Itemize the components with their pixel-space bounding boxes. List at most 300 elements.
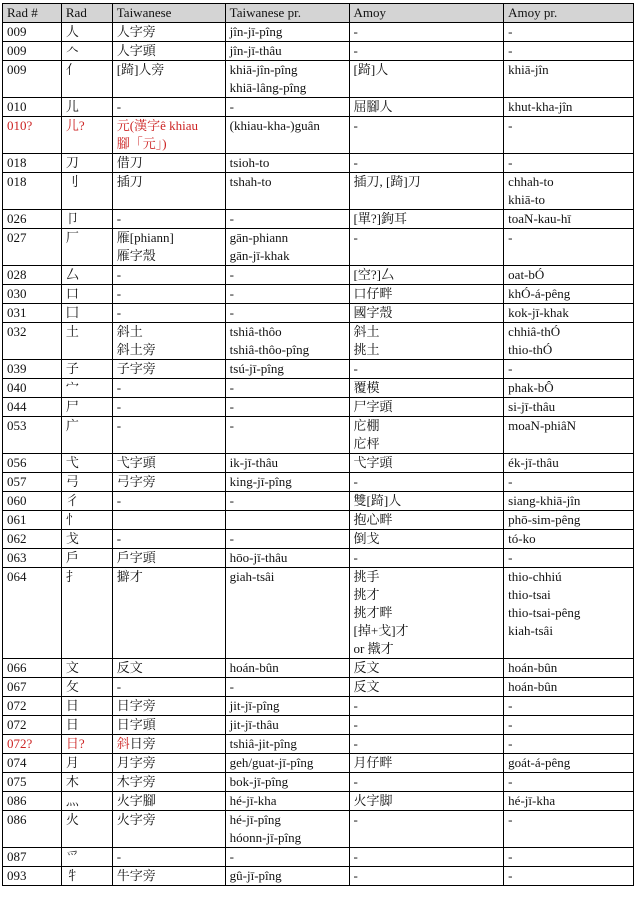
cell-line: - bbox=[508, 24, 513, 39]
cell-line: 反文 bbox=[353, 679, 380, 694]
cell-amoy-pronunciation bbox=[504, 454, 634, 473]
cell-line: 挑才畔 bbox=[353, 605, 393, 620]
cell-taiwanese-pronunciation bbox=[225, 792, 349, 811]
table-row bbox=[3, 792, 634, 811]
cell-amoy bbox=[349, 42, 504, 61]
cell-line: - bbox=[229, 849, 234, 864]
uncertain-text: 斜 bbox=[116, 736, 130, 751]
cell-line: - bbox=[353, 361, 358, 376]
cell-line: 戶字頭 bbox=[116, 550, 156, 565]
cell-amoy-pronunciation bbox=[504, 716, 634, 735]
cell-amoy-pronunciation bbox=[504, 492, 634, 511]
cell-amoy-pronunciation bbox=[504, 792, 634, 811]
cell-radical: 尸 bbox=[61, 398, 112, 417]
cell-line: chhiâ-thÓ bbox=[508, 324, 561, 339]
cell-taiwanese bbox=[112, 697, 225, 716]
table-row bbox=[3, 867, 634, 886]
header-taiwanese-pronunciation: Taiwanese pr. bbox=[225, 4, 349, 23]
cell-taiwanese-pronunciation bbox=[225, 229, 349, 266]
cell-line: 抱心畔 bbox=[353, 512, 393, 527]
cell-amoy bbox=[349, 549, 504, 568]
cell-line: 人字旁 bbox=[116, 24, 156, 39]
cell-radical: 牜 bbox=[61, 867, 112, 886]
cell-line: - bbox=[353, 155, 358, 170]
header-rad-number: Rad # bbox=[3, 4, 62, 23]
cell-radical: 厶 bbox=[61, 266, 112, 285]
cell-rad-number: 028 bbox=[3, 266, 62, 285]
cell-line: - bbox=[116, 305, 122, 320]
cell-rad-number: 093 bbox=[3, 867, 62, 886]
cell-amoy bbox=[349, 117, 504, 154]
cell-amoy bbox=[349, 678, 504, 697]
cell-line: 火字腳 bbox=[116, 793, 156, 808]
cell-amoy-pronunciation bbox=[504, 867, 634, 886]
cell-amoy-pronunciation bbox=[504, 530, 634, 549]
cell-rad-number: 031 bbox=[3, 304, 62, 323]
cell-amoy bbox=[349, 530, 504, 549]
cell-amoy bbox=[349, 398, 504, 417]
cell-taiwanese bbox=[112, 773, 225, 792]
table-row bbox=[3, 848, 634, 867]
cell-rad-number: 027 bbox=[3, 229, 62, 266]
table-row bbox=[3, 117, 634, 154]
cell-line: tsú-jī-pîng bbox=[229, 361, 284, 376]
cell-line: khiā-to bbox=[508, 192, 545, 207]
cell-line: 挑土 bbox=[353, 342, 380, 357]
header-taiwanese: Taiwanese bbox=[112, 4, 225, 23]
cell-taiwanese-pronunciation bbox=[225, 117, 349, 154]
cell-line: - bbox=[116, 399, 122, 414]
cell-radical: 弋 bbox=[61, 454, 112, 473]
cell-line: 弋字頭 bbox=[116, 455, 156, 470]
table-row bbox=[3, 285, 634, 304]
cell-amoy bbox=[349, 792, 504, 811]
cell-amoy bbox=[349, 773, 504, 792]
cell-radical: 爫 bbox=[61, 848, 112, 867]
cell-radical: 儿? bbox=[61, 117, 112, 154]
cell-taiwanese-pronunciation bbox=[225, 697, 349, 716]
cell-line: 日字頭 bbox=[116, 717, 156, 732]
cell-line: - bbox=[229, 99, 234, 114]
cell-line: - bbox=[229, 380, 234, 395]
cell-amoy-pronunciation bbox=[504, 379, 634, 398]
cell-amoy bbox=[349, 473, 504, 492]
cell-taiwanese-pronunciation bbox=[225, 454, 349, 473]
cell-line: ik-jī-thâu bbox=[229, 455, 279, 470]
cell-line: chhah-to bbox=[508, 174, 554, 189]
cell-line: - bbox=[229, 531, 234, 546]
cell-line: [踦]人旁 bbox=[116, 62, 165, 77]
cell-amoy-pronunciation bbox=[504, 417, 634, 454]
cell-rad-number: 018 bbox=[3, 173, 62, 210]
cell-line: kiah-tsâi bbox=[508, 623, 553, 638]
cell-line: goát-á-pêng bbox=[508, 755, 571, 770]
cell-line: phō-sim-pêng bbox=[508, 512, 581, 527]
cell-taiwanese bbox=[112, 154, 225, 173]
cell-amoy-pronunciation bbox=[504, 285, 634, 304]
cell-line: tshiâ-thôo bbox=[229, 324, 282, 339]
cell-line: 牛字旁 bbox=[116, 868, 156, 883]
cell-radical: 刂 bbox=[61, 173, 112, 210]
cell-radical: 火 bbox=[61, 811, 112, 848]
table-row bbox=[3, 473, 634, 492]
cell-line: khiā-jîn bbox=[508, 62, 549, 77]
cell-taiwanese bbox=[112, 23, 225, 42]
cell-amoy bbox=[349, 735, 504, 754]
cell-line: jîn-jī-thâu bbox=[229, 43, 282, 58]
table-row bbox=[3, 304, 634, 323]
cell-line: - bbox=[229, 286, 234, 301]
cell-line: - bbox=[508, 230, 513, 245]
cell-radical: 攵 bbox=[61, 678, 112, 697]
cell-rad-number: 087 bbox=[3, 848, 62, 867]
cell-amoy-pronunciation bbox=[504, 848, 634, 867]
cell-rad-number: 032 bbox=[3, 323, 62, 360]
cell-radical: 卩 bbox=[61, 210, 112, 229]
cell-amoy bbox=[349, 23, 504, 42]
cell-amoy bbox=[349, 568, 504, 659]
cell-taiwanese bbox=[112, 285, 225, 304]
cell-amoy bbox=[349, 304, 504, 323]
cell-line: 挑手 bbox=[353, 569, 380, 584]
cell-line: - bbox=[353, 717, 358, 732]
cell-amoy bbox=[349, 154, 504, 173]
cell-amoy bbox=[349, 659, 504, 678]
cell-amoy bbox=[349, 811, 504, 848]
cell-line: geh/guat-jī-pîng bbox=[229, 755, 314, 770]
cell-line: 擗才 bbox=[116, 569, 143, 584]
table-row bbox=[3, 210, 634, 229]
cell-rad-number: 018 bbox=[3, 154, 62, 173]
cell-amoy-pronunciation bbox=[504, 42, 634, 61]
cell-line: 雙[踦]人 bbox=[353, 493, 402, 508]
cell-line: - bbox=[353, 698, 358, 713]
cell-amoy-pronunciation bbox=[504, 61, 634, 98]
cell-taiwanese bbox=[112, 117, 225, 154]
table-row bbox=[3, 417, 634, 454]
cell-rad-number: 072 bbox=[3, 697, 62, 716]
cell-rad-number: 063 bbox=[3, 549, 62, 568]
cell-taiwanese bbox=[112, 549, 225, 568]
cell-rad-number: 057 bbox=[3, 473, 62, 492]
cell-rad-number: 009 bbox=[3, 61, 62, 98]
cell-line: - bbox=[353, 736, 358, 751]
cell-radical: 口 bbox=[61, 285, 112, 304]
table-row bbox=[3, 659, 634, 678]
cell-line: 斜土 bbox=[353, 324, 380, 339]
cell-amoy-pronunciation bbox=[504, 811, 634, 848]
cell-line: oat-bÓ bbox=[508, 267, 545, 282]
cell-radical: 土 bbox=[61, 323, 112, 360]
cell-line: 國字殼 bbox=[353, 305, 393, 320]
cell-taiwanese bbox=[112, 867, 225, 886]
cell-amoy-pronunciation bbox=[504, 173, 634, 210]
cell-rad-number: 061 bbox=[3, 511, 62, 530]
cell-rad-number: 009 bbox=[3, 23, 62, 42]
cell-amoy bbox=[349, 379, 504, 398]
cell-amoy-pronunciation bbox=[504, 568, 634, 659]
cell-amoy-pronunciation bbox=[504, 304, 634, 323]
cell-line: - bbox=[229, 305, 234, 320]
cell-amoy-pronunciation bbox=[504, 154, 634, 173]
cell-taiwanese bbox=[112, 304, 225, 323]
cell-taiwanese bbox=[112, 398, 225, 417]
cell-radical: 灬 bbox=[61, 792, 112, 811]
cell-line: 月仔畔 bbox=[353, 755, 393, 770]
table-row bbox=[3, 61, 634, 98]
cell-amoy bbox=[349, 492, 504, 511]
cell-taiwanese bbox=[112, 266, 225, 285]
header-amoy-pronunciation: Amoy pr. bbox=[504, 4, 634, 23]
cell-radical: 厂 bbox=[61, 229, 112, 266]
cell-amoy-pronunciation bbox=[504, 266, 634, 285]
cell-line: moaN-phiâN bbox=[508, 418, 577, 433]
cell-rad-number: 010 bbox=[3, 98, 62, 117]
cell-rad-number: 072 bbox=[3, 716, 62, 735]
cell-line: si-jī-thâu bbox=[508, 399, 556, 414]
cell-taiwanese-pronunciation bbox=[225, 360, 349, 379]
cell-line: khut-kha-jîn bbox=[508, 99, 573, 114]
cell-rad-number: 086 bbox=[3, 792, 62, 811]
cell-line: jîn-jī-pîng bbox=[229, 24, 283, 39]
cell-rad-number: 062 bbox=[3, 530, 62, 549]
table-row bbox=[3, 549, 634, 568]
cell-rad-number: 030 bbox=[3, 285, 62, 304]
cell-amoy bbox=[349, 173, 504, 210]
cell-line: hōo-jī-thâu bbox=[229, 550, 288, 565]
cell-line: 斜土 bbox=[116, 324, 143, 339]
cell-radical: 忄 bbox=[61, 511, 112, 530]
cell-line: 斜土旁 bbox=[116, 342, 156, 357]
cell-taiwanese bbox=[112, 454, 225, 473]
cell-line: - bbox=[353, 774, 358, 789]
cell-line: siang-khiā-jîn bbox=[508, 493, 581, 508]
cell-taiwanese bbox=[112, 754, 225, 773]
cell-taiwanese-pronunciation bbox=[225, 304, 349, 323]
cell-amoy bbox=[349, 754, 504, 773]
cell-line: 反文 bbox=[353, 660, 380, 675]
cell-taiwanese bbox=[112, 735, 225, 754]
table-row bbox=[3, 360, 634, 379]
cell-taiwanese-pronunciation bbox=[225, 323, 349, 360]
cell-line: - bbox=[116, 286, 122, 301]
table-row bbox=[3, 735, 634, 754]
cell-taiwanese-pronunciation bbox=[225, 811, 349, 848]
cell-taiwanese bbox=[112, 42, 225, 61]
cell-radical: 文 bbox=[61, 659, 112, 678]
cell-taiwanese bbox=[112, 811, 225, 848]
cell-radical: 囗 bbox=[61, 304, 112, 323]
table-row bbox=[3, 379, 634, 398]
cell-taiwanese-pronunciation bbox=[225, 379, 349, 398]
cell-line: tshiâ-thôo-pîng bbox=[229, 342, 310, 357]
cell-line: 雁字殼 bbox=[116, 248, 156, 263]
cell-line: gān-jī-khak bbox=[229, 248, 290, 263]
cell-radical: 戈 bbox=[61, 530, 112, 549]
cell-line: thio-thÓ bbox=[508, 342, 553, 357]
cell-line: - bbox=[229, 679, 234, 694]
cell-line: - bbox=[508, 736, 513, 751]
cell-amoy bbox=[349, 229, 504, 266]
cell-line: hé-jī-kha bbox=[508, 793, 556, 808]
cell-line: 插刀 bbox=[116, 174, 143, 189]
cell-line: 庀棚 bbox=[353, 418, 380, 433]
cell-amoy-pronunciation bbox=[504, 678, 634, 697]
cell-line: - bbox=[353, 550, 358, 565]
cell-line: 木字旁 bbox=[116, 774, 156, 789]
cell-amoy bbox=[349, 61, 504, 98]
table-row bbox=[3, 511, 634, 530]
cell-radical: 亻 bbox=[61, 61, 112, 98]
cell-line: - bbox=[353, 812, 358, 827]
cell-line: - bbox=[508, 43, 513, 58]
cell-line: 弋字頭 bbox=[353, 455, 393, 470]
cell-line: hoán-bûn bbox=[508, 679, 558, 694]
cell-amoy-pronunciation bbox=[504, 773, 634, 792]
cell-amoy bbox=[349, 511, 504, 530]
cell-amoy-pronunciation bbox=[504, 117, 634, 154]
cell-radical: 人 bbox=[61, 23, 112, 42]
cell-radical: 儿 bbox=[61, 98, 112, 117]
cell-amoy-pronunciation bbox=[504, 511, 634, 530]
cell-taiwanese-pronunciation bbox=[225, 23, 349, 42]
cell-taiwanese-pronunciation bbox=[225, 735, 349, 754]
cell-radical: 戶 bbox=[61, 549, 112, 568]
cell-line: 腳「元」) bbox=[116, 136, 167, 151]
cell-line: - bbox=[229, 267, 234, 282]
cell-taiwanese bbox=[112, 417, 225, 454]
cell-line: khÓ-á-pêng bbox=[508, 286, 571, 301]
table-row bbox=[3, 266, 634, 285]
cell-taiwanese-pronunciation bbox=[225, 492, 349, 511]
table-row bbox=[3, 678, 634, 697]
cell-amoy-pronunciation bbox=[504, 23, 634, 42]
cell-line: king-jī-pîng bbox=[229, 474, 292, 489]
cell-line: bok-jī-pîng bbox=[229, 774, 289, 789]
cell-taiwanese bbox=[112, 530, 225, 549]
cell-taiwanese-pronunciation bbox=[225, 61, 349, 98]
cell-taiwanese-pronunciation bbox=[225, 659, 349, 678]
cell-taiwanese-pronunciation bbox=[225, 568, 349, 659]
cell-taiwanese-pronunciation bbox=[225, 154, 349, 173]
cell-line: - bbox=[353, 43, 358, 58]
cell-taiwanese bbox=[112, 360, 225, 379]
cell-line: 屈腳人 bbox=[353, 99, 393, 114]
cell-taiwanese bbox=[112, 848, 225, 867]
cell-line: - bbox=[508, 849, 513, 864]
cell-amoy bbox=[349, 360, 504, 379]
cell-line: 火字脚 bbox=[353, 793, 393, 808]
cell-taiwanese bbox=[112, 511, 225, 530]
cell-amoy-pronunciation bbox=[504, 98, 634, 117]
table-row bbox=[3, 773, 634, 792]
cell-line: - bbox=[229, 418, 234, 433]
cell-rad-number: 067 bbox=[3, 678, 62, 697]
cell-line bbox=[117, 735, 221, 753]
cell-line: - bbox=[116, 493, 122, 508]
cell-taiwanese-pronunciation bbox=[225, 473, 349, 492]
cell-rad-number: 066 bbox=[3, 659, 62, 678]
cell-line: kok-jī-khak bbox=[508, 305, 569, 320]
cell-radical: 月 bbox=[61, 754, 112, 773]
cell-rad-number: 086 bbox=[3, 811, 62, 848]
cell-line: - bbox=[508, 717, 513, 732]
cell-line: phak-bÔ bbox=[508, 380, 554, 395]
cell-rad-number: 010? bbox=[3, 117, 62, 154]
cell-line: - bbox=[508, 155, 513, 170]
table-row bbox=[3, 42, 634, 61]
cell-line: 倒戈 bbox=[353, 531, 380, 546]
cell-line: gān-phiann bbox=[229, 230, 289, 245]
cell-line: jit-jī-pîng bbox=[229, 698, 280, 713]
cell-radical: 彳 bbox=[61, 492, 112, 511]
table-row bbox=[3, 229, 634, 266]
cell-line: [掉+戈]才 bbox=[353, 623, 409, 638]
cell-text: 日旁 bbox=[129, 736, 156, 751]
cell-line: 日字旁 bbox=[116, 698, 156, 713]
cell-line: [空?]厶 bbox=[353, 267, 394, 282]
cell-rad-number: 074 bbox=[3, 754, 62, 773]
cell-radical: 日 bbox=[61, 716, 112, 735]
cell-radical: 弓 bbox=[61, 473, 112, 492]
cell-line: tsioh-to bbox=[229, 155, 270, 170]
cell-line: - bbox=[116, 679, 122, 694]
cell-taiwanese bbox=[112, 678, 225, 697]
cell-taiwanese bbox=[112, 210, 225, 229]
cell-line: - bbox=[508, 361, 513, 376]
cell-line: - bbox=[508, 868, 513, 883]
cell-line: - bbox=[508, 812, 513, 827]
cell-line: 反文 bbox=[116, 660, 143, 675]
cell-radical: 𠆢 bbox=[61, 42, 112, 61]
cell-taiwanese-pronunciation bbox=[225, 773, 349, 792]
cell-line: - bbox=[116, 99, 122, 114]
cell-line: or 撠才 bbox=[353, 641, 394, 656]
cell-line: 覆模 bbox=[353, 380, 380, 395]
table-row bbox=[3, 23, 634, 42]
cell-taiwanese-pronunciation bbox=[225, 210, 349, 229]
cell-amoy-pronunciation bbox=[504, 735, 634, 754]
cell-line: 借刀 bbox=[116, 155, 143, 170]
cell-rad-number: 064 bbox=[3, 568, 62, 659]
cell-line: tshah-to bbox=[229, 174, 272, 189]
cell-radical: 广 bbox=[61, 417, 112, 454]
table-row bbox=[3, 697, 634, 716]
cell-amoy-pronunciation bbox=[504, 754, 634, 773]
cell-rad-number: 009 bbox=[3, 42, 62, 61]
cell-radical: 日? bbox=[61, 735, 112, 754]
cell-amoy-pronunciation bbox=[504, 697, 634, 716]
radical-names-table bbox=[2, 3, 634, 886]
cell-taiwanese-pronunciation bbox=[225, 98, 349, 117]
cell-amoy bbox=[349, 323, 504, 360]
cell-amoy bbox=[349, 716, 504, 735]
cell-amoy-pronunciation bbox=[504, 659, 634, 678]
cell-line: - bbox=[353, 868, 358, 883]
table-row bbox=[3, 154, 634, 173]
cell-taiwanese bbox=[112, 61, 225, 98]
cell-radical: 子 bbox=[61, 360, 112, 379]
cell-line: - bbox=[229, 493, 234, 508]
cell-taiwanese bbox=[112, 379, 225, 398]
cell-line: khiā-lâng-pîng bbox=[229, 80, 307, 95]
cell-line: - bbox=[116, 380, 122, 395]
cell-taiwanese-pronunciation bbox=[225, 848, 349, 867]
cell-line: 雁[phiann] bbox=[116, 230, 174, 245]
cell-line: 庀枰 bbox=[353, 436, 380, 451]
cell-radical: 宀 bbox=[61, 379, 112, 398]
cell-line: tó-ko bbox=[508, 531, 536, 546]
